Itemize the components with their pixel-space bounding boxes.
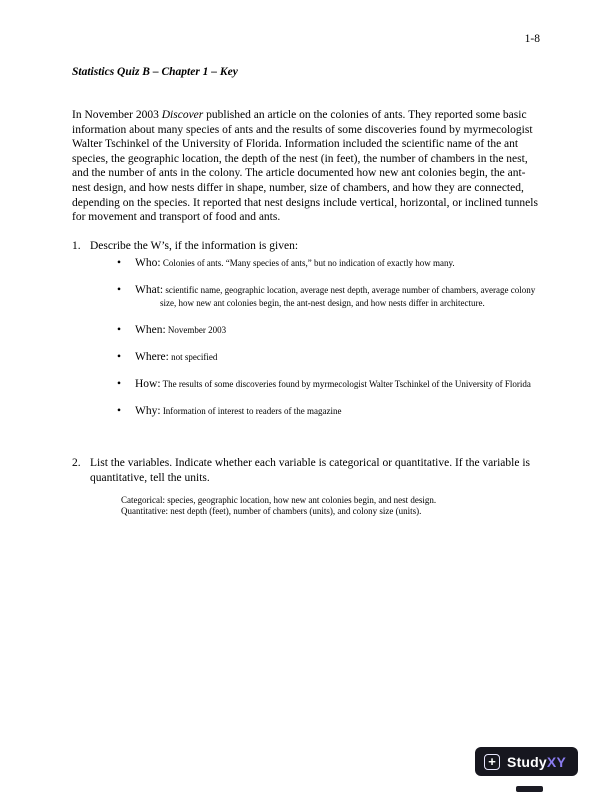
wordmark-study: Study [507, 753, 547, 770]
question-1-prompt [72, 239, 541, 254]
document-content [72, 65, 541, 518]
studyxy-wordmark [507, 754, 566, 770]
plus-icon: + [484, 754, 500, 770]
bullet-why [72, 404, 541, 418]
bullet-who-answer: Colonies of ants. “Many species of ants,” but no indication of exactly how many. [162, 258, 455, 269]
question-2-answers [72, 495, 541, 518]
bullet-when-answer: November 2003 [167, 325, 227, 336]
quantitative-answer-line: Quantitative: nest depth (feet), number of chambers (units), and colony size (units). [121, 506, 422, 517]
wordmark-xy: XY [546, 753, 566, 770]
document-title: Statistics Quiz B – Chapter 1 – Key [72, 66, 238, 78]
bullet-how-label: How: [135, 378, 161, 391]
bullet-what-label: What: [135, 284, 164, 297]
answer-bullet-list [72, 256, 541, 418]
bullet-when [72, 323, 541, 337]
question-1-text: Describe the W’s, if the information is given: [90, 239, 299, 252]
question-2-text: List the variables. Indicate whether each variable is categorical or quantitative. If the variable is quantitative, tell the units. [90, 457, 530, 484]
bullet-how-answer: The results of some discoveries found by myrmecologist Walter Tschinkel of the University of Florida [162, 379, 531, 390]
intro-text-post: published an article on the colonies of ants. They reported some basic information about many species of ants and the results of some discoveries found by myrmecologist Walter Tschinkel of the University of Florida. Information included the scientific name of the ant species, the geographic location, the depth of the nest (in feet), the number of chambers in the nest, and the number of ants in the colony. The article documented how new ant colonies begin, the ant-nest design, and how nests differ in shape, number, size of chambers, and how they are connected, depending on the species. It reported that nest designs include vertical, horizontal, or inclined tunnels for movement and transport of food and ants. [72, 109, 538, 224]
intro-text-pre: In November 2003 [72, 109, 162, 121]
bullet-where-answer: not specified [171, 352, 218, 363]
intro-paragraph [72, 108, 541, 225]
magazine-name-italic: Discover [161, 109, 204, 121]
page-number: 1-8 [524, 33, 540, 45]
bullet-what-answer: scientific name, geographic location, average nest depth, average number of chambers, average colony size, how new ant colonies begin, the ant-nest design, and how nests differ in architecture. [160, 285, 536, 309]
question-1 [72, 239, 541, 419]
question-2 [72, 456, 541, 517]
bullet-how [72, 377, 541, 391]
bullet-why-label: Why: [135, 405, 161, 418]
bullet-why-answer: Information of interest to readers of the magazine [162, 406, 342, 417]
bullet-where [72, 350, 541, 364]
question-2-number: 2. [72, 457, 81, 470]
bullet-when-label: When: [135, 324, 166, 337]
bullet-what [72, 283, 541, 310]
bullet-who-label: Who: [135, 257, 161, 270]
question-2-prompt [72, 456, 541, 485]
categorical-answer-line: Categorical: species, geographic location, how new ant colonies begin, and nest design. [121, 494, 437, 505]
bullet-who [72, 256, 541, 270]
bullet-where-label: Where: [135, 351, 169, 364]
page-bottom-dash [516, 786, 543, 792]
question-1-number: 1. [72, 239, 81, 252]
studyxy-logo [475, 747, 578, 776]
